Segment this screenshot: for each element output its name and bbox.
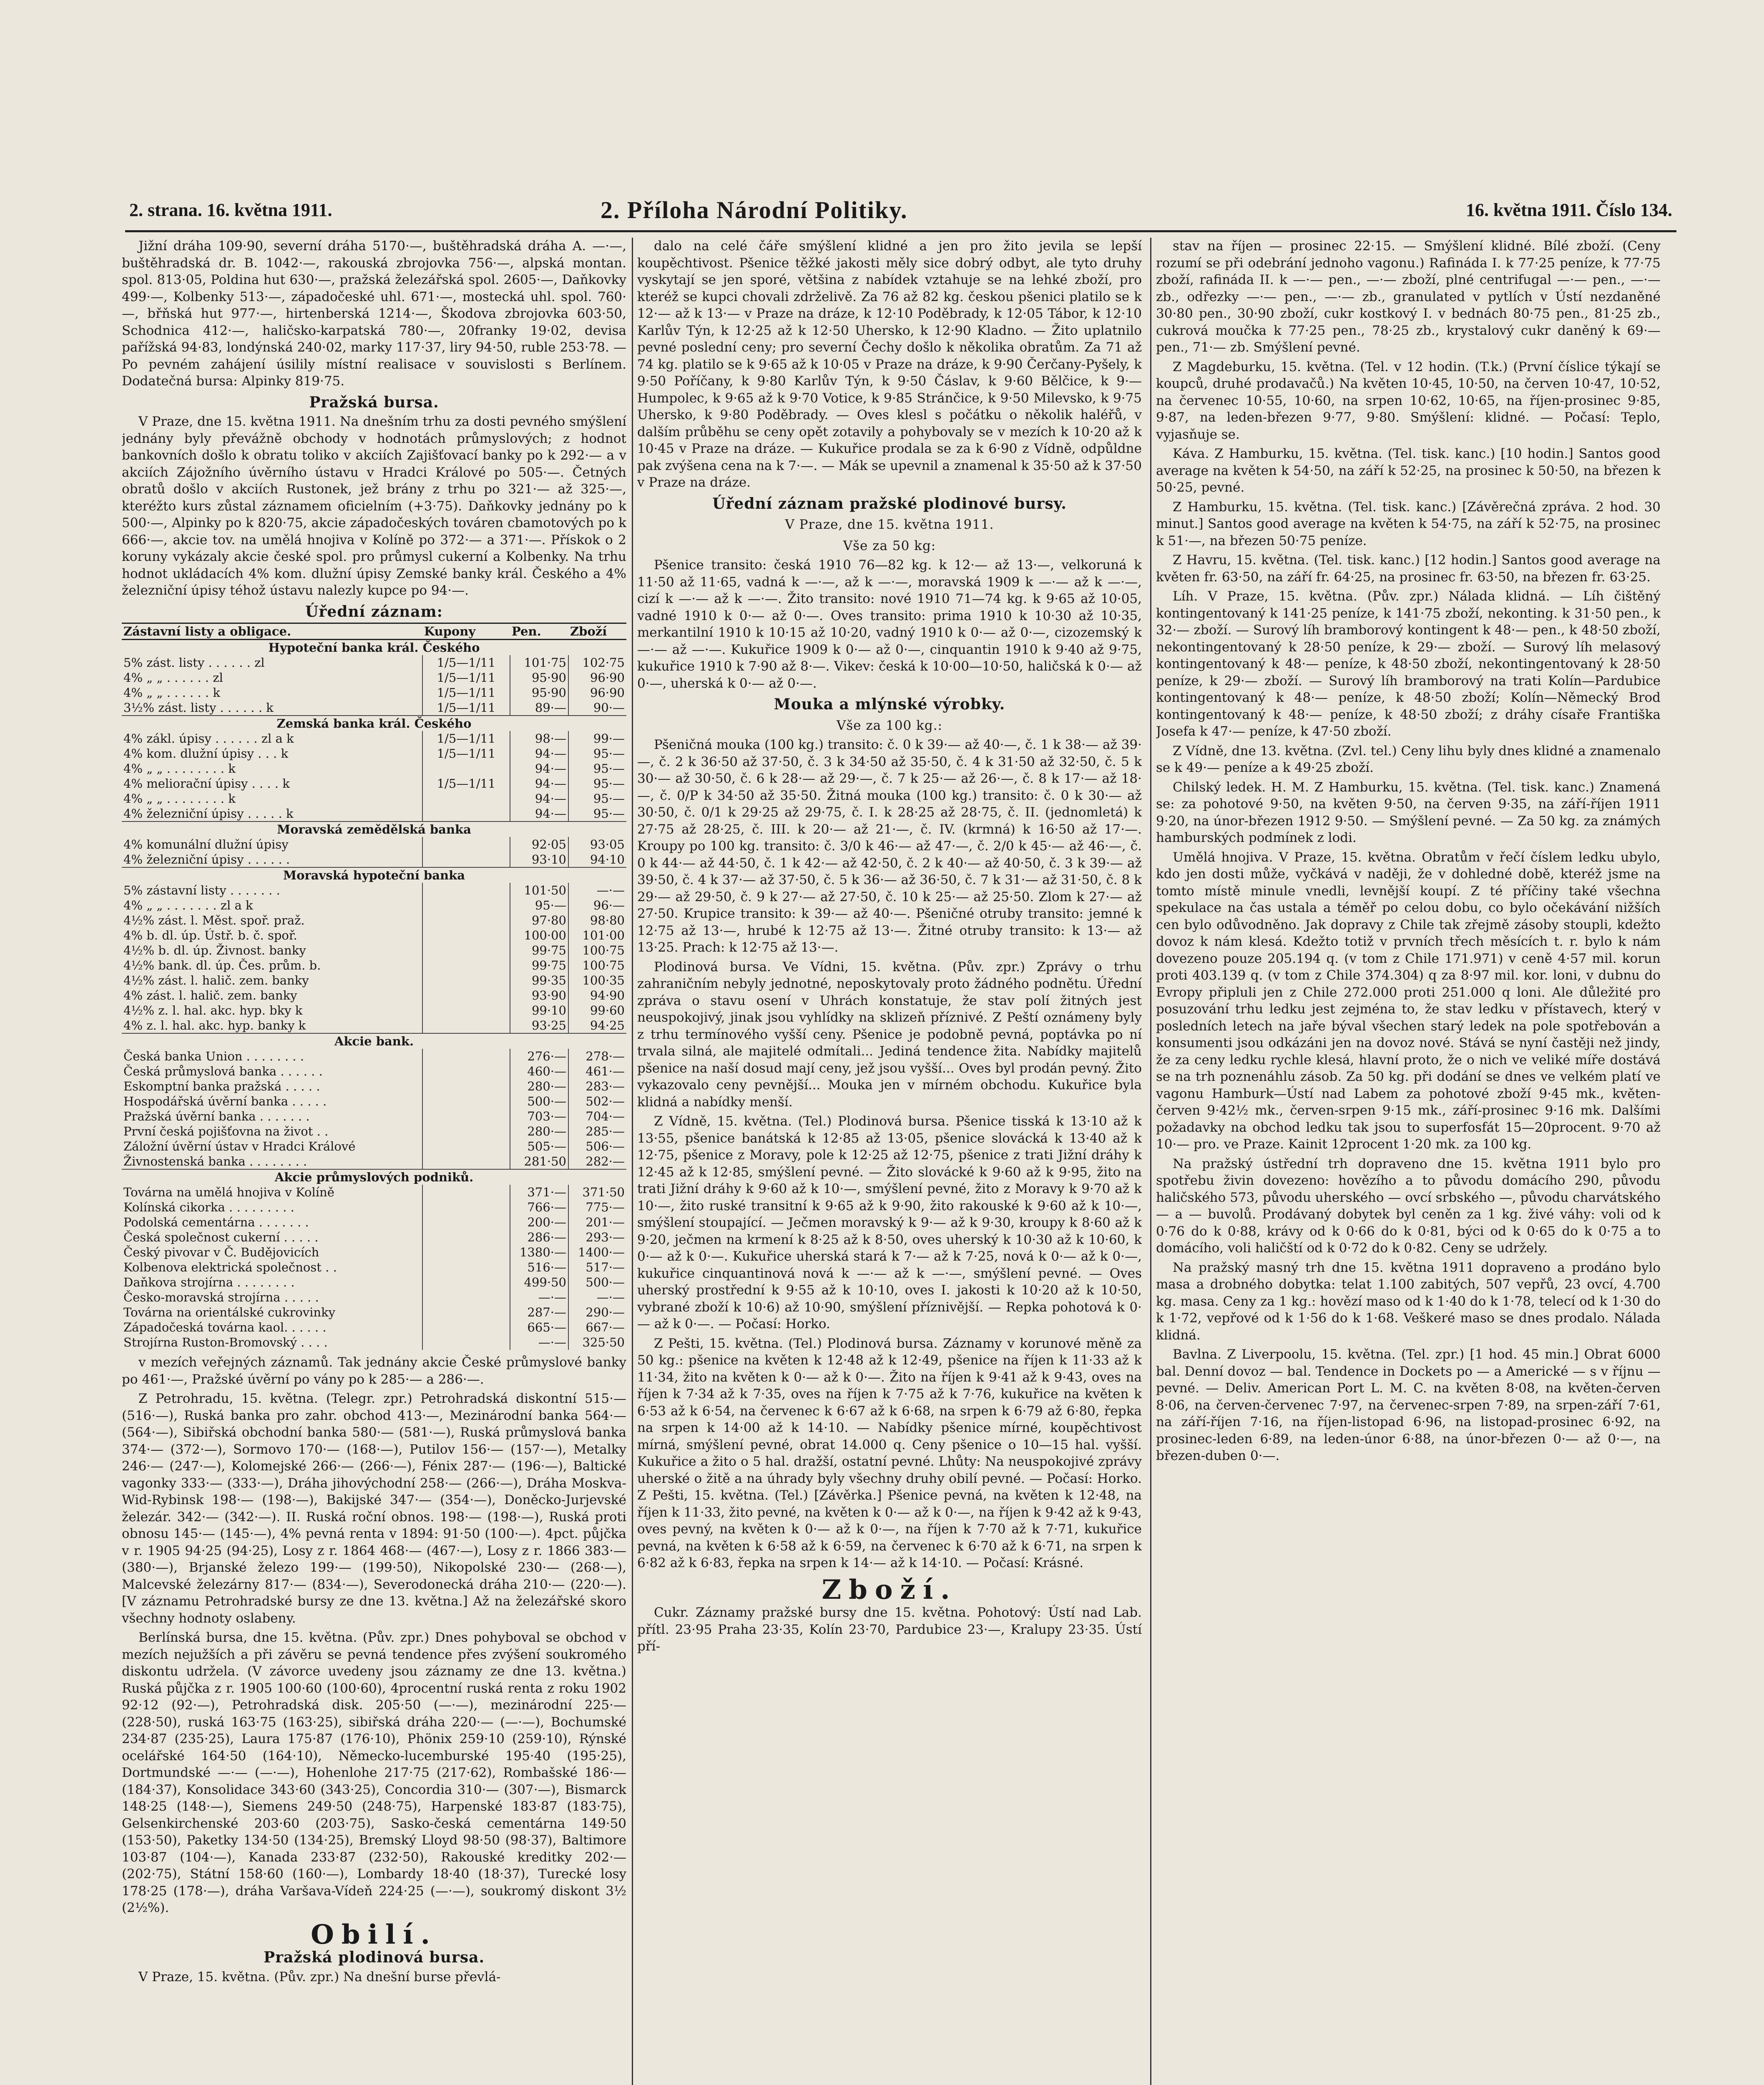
table-cell-name: 4½% b. dl. úp. Živnost. banky [122,943,422,958]
table-row [122,1290,626,1305]
table-cell-ask: 96·90 [590,686,625,700]
table-cell-ask: 96·— [593,898,625,912]
table-cell-coupon [422,973,510,988]
table-cell-coupon: 1/5—1/11 [422,776,510,791]
table-row [122,883,626,898]
table-cell-bid: 281·50 [510,1154,568,1169]
table-cell-bid: 703·— [510,1109,568,1124]
table-cell-name: Česká banka Union . . . . . . . . [122,1049,422,1064]
article-paragraph: Chilský ledek. H. M. Z Hamburku, 15. května. (Tel. tisk. kanc.) Znamená se: za pohotové 9·50, na květen 9·50, na červen 9·35, na září-říjen 1911 9·20, na únor-březen 1912 9·50. — Smýšlení pevné. — Za 50 kg. za známých hamburských podmínek z lodi. [1156,779,1661,845]
column-divider [1150,238,1151,2085]
table-cell-name: 4% z. l. hal. akc. hyp. banky k [122,1018,422,1033]
table-cell-coupon [422,1139,510,1154]
table-row [122,1335,626,1350]
table-cell-name: 4% „ „ . . . . . . zl [122,670,422,685]
table-cell-name: 4% „ „ . . . . . . . zl a k [122,898,422,913]
article-paragraph: Plodinová bursa. Ve Vídni, 15. května. (Pův. zpr.) Zprávy o trhu zahraničním nebyly jednotné, neposkytovaly proto žádného podnětu. Úřední zpráva o stavu osení v Uhrách konstatuje, že stav polí žitných jest neuspokojivý, jinak jsou vyhlídky na sklizeň příznivé. Z Peští oznámeny byly z trhu termínového vyšší ceny. Pšenice je podobně pevná, poptávka po ní trvala silná, ale majitelé odmítali... Jediná tendence žita. Nabídky majitelů pšenice na naší dosud mají ceny, jež jsou vyšší... Oves byl prodán pevný. Žito vykazovalo ceny pevnější... Mouka jen v mírném obchodu. Kukuřice byla klidná a nabídky menší. [637,959,1142,1110]
table-cell-ask: 775·— [585,1200,625,1214]
table-cell-coupon [422,837,510,852]
header-date-number: 16. května 1911. Číslo 134. [1465,200,1672,220]
table-row [122,1275,626,1290]
table-cell-ask: 95·— [593,791,625,806]
table-cell-name: 4½% zást. l. Měst. spoř. praž. [122,913,422,928]
table-cell-coupon [422,1094,510,1109]
table-cell-coupon [422,898,510,913]
column-2 [637,238,1142,2085]
table-cell-name: 4% „ „ . . . . . . . . k [122,791,422,806]
table-cell-bid: 93·90 [510,988,568,1003]
table-cell-bid: 1380·— [510,1245,568,1260]
article-paragraph: V Praze, dne 15. května 1911. Na dnešním trhu za dosti pevného smýšlení jednány byly převážně obchody v hodnotách průmyslových; z hodnot bankovních došlo k obratu toliko v akciích Zajišťovací banky po k 292·— a v akciích Zájožního úvěrního ústavu v Hradci Králové po 505·—. Četných obratů došlo v akciích Rustonek, jež brány z trhu po 321·— až 325·—, kteréžto kurs zůstal záznamem oficielním (+3·75). Daňkovky jednány po k 500·—, Alpinky po k 820·75, akcie západočeských továren cbamotových po k 666·—, akcie tov. na umělá hnojiva v Kolíně po 372·— a 371·—. Přískok o 2 koruny vykázaly akcie české spol. pro průmysl cukerní a Kolbenky. Na trhu hodnot ukládacích 4% kom. dlužní úpisy Zemské banky král. Českého a 4% železniční úpisy téhož ústavu nalezly kupce po 94·—. [122,414,626,598]
table-row [122,1139,626,1154]
article-paragraph: Pšeničná mouka (100 kg.) transito: č. 0 k 39·— až 40·—, č. 1 k 38·— až 39·—, č. 2 k 36·50 až 37·50, č. 3 k 34·50 až 35·50, č. 4 k 31·50 až 32·50, č. 5 k 30·— až 30·50, č. 6 k 28·— až 29·—, č. 7 k 25·— až 26·—, č. 8 k 17·— až 18·—, č. 0/P k 34·50 až 35·50. Žitná mouka (100 kg.) transito: č. 0 k 30·— až 30·50, č. 0/1 k 29·25 až 29·75, č. I. k 28·25 až 28·75, č. II. (jednomletá) k 27·75 až 28·25, č. III. k 20·— až 21·—, č. IV. (krmná) k 16·50 až 17·—. Kroupy po 100 kg. transito: č. 3/0 k 46·— až 47·—, č. 2/0 k 45·— až 46·—, č. 0 k 44·— až 44·50, č. 1 k 42·— až 42·50, č. 2 k 40·— až 40·50, č. 3 k 39·— až 39·50, č. 4 k 37·— až 37·50, č. 5 k 36·— až 36·50, č. 7 k 31·— až 31·50, č. 8 k 29·— až 29·50, č. 9 k 27·— až 27·50, č. 10 k 25·— až 25·50. Zlom k 27·— až 27·50. Krupice transito: k 39·— až 40·—. Pšeničné otruby transito: jemné k 12·75 až 13·—, hrubé k 12·75 až 13·—. Žitné otruby transito: k 13·— až 13·25. Prach: k 12·75 až 13·—. [637,737,1142,955]
article-paragraph: Z Magdeburku, 15. května. (Tel. v 12 hodin. (T.k.) (První číslice týkají se koupců, druhé prodavačů.) Na květen 10·45, 10·50, na červen 10·47, 10·52, na červenec 10·55, 10·60, na srpen 10·62, 10·65, na říjen-prosinec 9·85, 9·87, na leden-březen 9·77, 9·80. Smýšlení: klidné. — Počasí: Teplo, vyjasňuje se. [1156,359,1661,442]
table-row [122,1124,626,1139]
table-cell-ask: 94·25 [590,1018,625,1032]
table-cell-bid: 100·00 [510,928,568,943]
header-rule [125,230,1676,232]
table-cell-ask: 95·— [593,806,625,821]
table-cell-name: 4½% z. l. hal. akc. hyp. bky k [122,1003,422,1018]
table-row [122,837,626,852]
table-cell-name: První česká pojišťovna na život . . [122,1124,422,1139]
table-cell-coupon: 1/5—1/11 [422,685,510,700]
table-row [122,791,626,806]
table-cell-coupon [422,1154,510,1169]
article-paragraph: Jižní dráha 109·90, severní dráha 5170·—, buštěhradská dráha A. —·—, buštěhradská dr. B. 1042·—, rakouská zbrojovka 756·—, alpská montan. spol. 813·05, Poldina hut 630·—, pražská železářská spol. 2605·—, Daňkovky 499·—, Kolbenky 513·—, západočeské uhl. 671·—, mostecká uhl. spol. 760·—, břňská hut 977·—, hirtenberská 1214·—, Škodova zbrojovka 603·50, Schodnica 412·—, haličsko-karpatská 780·—, 20franky 19·02, devisa pařížská 94·83, londýnská 240·02, marky 117·37, liry 94·50, ruble 253·78. — Po pevném zahájení úsilily místní realisace v souvislosti s Berlínem. Dodatečná bursa: Alpinky 819·75. [122,239,626,389]
table-cell-bid: 94·— [510,761,568,776]
table-cell-name: Česko-moravská strojírna . . . . . [122,1290,422,1305]
article-paragraph: Z Vídně, dne 13. května. (Zvl. tel.) Ceny lihu byly dnes klidné a znamenalo se k 49·— peníze a k 49·25 zboží. [1156,743,1661,775]
table-cell-name: 4% železniční úpisy . . . . . . [122,852,422,867]
table-cell-coupon: 1/5—1/11 [422,731,510,746]
table-group-label: Zemská banka král. Českého [122,716,626,731]
table-cell-name: 4% „ „ . . . . . . . . k [122,761,422,776]
table-cell-ask: 96·90 [590,671,625,685]
table-row [122,1200,626,1215]
section-title-obili: Obilí. [311,1919,437,1950]
table-cell-coupon [422,806,510,821]
table-cell-name: Podolská cementárna . . . . . . . [122,1215,422,1230]
table-cell-ask: 282·— [585,1154,625,1168]
table-row [122,898,626,913]
table-row [122,1260,626,1275]
table-cell-bid: 94·— [510,791,568,806]
section-subheading: Vše za 50 kg: [843,538,936,553]
table-cell-ask: 100·35 [582,973,625,987]
column-3 [1156,238,1661,2085]
table-row [122,1215,626,1230]
table-cell-name: Kolbenova elektrická společnost . . [122,1260,422,1275]
table-cell-bid: 287·— [510,1305,568,1320]
table-cell-coupon [422,1124,510,1139]
table-row [122,1079,626,1094]
table-cell-coupon [422,852,510,867]
table-cell-ask: 371·50 [582,1185,625,1199]
table-cell-name: 4% železniční úpisy . . . . . k [122,806,422,821]
table-cell-name: Živnostenská banka . . . . . . . . [122,1154,422,1169]
table-row [122,1305,626,1320]
table-cell-coupon [422,943,510,958]
table-cell-coupon [422,1290,510,1305]
table-cell-ask: 293·— [585,1230,625,1244]
table-cell-coupon [422,1230,510,1245]
section-subheading: Vše za 100 kg.: [836,718,943,733]
table-cell-name: Český pivovar v Č. Budějovicích [122,1245,422,1260]
table-cell-bid: —·— [510,1335,568,1350]
page-header [129,196,1672,231]
table-row [122,1049,626,1064]
table-cell-coupon [422,958,510,973]
table-cell-bid: 200·— [510,1215,568,1230]
table-cell-coupon: 1/5—1/11 [422,746,510,761]
table-cell-bid: 94·— [510,806,568,821]
table-cell-ask: 278·— [585,1049,625,1063]
table-cell-name: 5% zástavní listy . . . . . . . [122,883,422,898]
table-cell-name: 5% zást. listy . . . . . . zl [122,655,422,670]
table-cell-ask: 100·75 [582,943,625,957]
table-cell-ask: 667·— [585,1320,625,1334]
table-cell-ask: 95·— [593,761,625,776]
table-cell-name: 4% meliorační úpisy . . . . k [122,776,422,791]
article-paragraph: Z Vídně, 15. května. (Tel.) Plodinová bursa. Pšenice tisská k 13·10 až k 13·55, pšenice banátská k 12·85 až 13·05, pšenice slovácká k 13·40 až k 12·75, pšenice z Moravy, pole k 12·25 až 12·75, pšenice z trati Jižní dráhy k 12·45 až k 12·85, smýšlení pevné. — Žito slovácké k 9·60 až k 9·95, žito na trati Jižní dráhy k 9·60 až k 10·—, smýšlení pevné, žito z Moravy k 9·70 až k 10·—, žito ruské transitní k 9·65 až k 9·90, žito rakouské k 9·60 až k 10·—, smýšlení stoupající. — Ječmen moravský k 9·— až k 9·30, kroupy k 8·60 až k 9·20, ječmen na krmení k 8·25 až k 8·50, oves uherský k 10·30 až k 10·60, k 0·— až k 0·—. Kukuřice uherská stará k 7·— až k 7·25, nová k 0·— až k 0·—, kukuřice cinquantinová nová k —·— až k —·—, smýšlení pevné. — Oves uherský prostřední k 9·55 až k 10·10, oves I. jakosti k 10·20 až k 10·50, vybrané zboží k 10·6) až 10·90, smýšlení příznivější. — Repka pohotová k 0·— až k 0·—. — Počasí: Horko. [637,1114,1142,1331]
table-row [122,685,626,700]
table-cell-coupon [422,1305,510,1320]
table-group-label: Akcie průmyslových podniků. [122,1169,626,1185]
article-paragraph: Umělá hnojiva. V Praze, 15. května. Obratům v řečí číslem ledku ubylo, kdo jen dosti může, vyčkává v naději, že v dohledné době, kteréž jsme na tomto místě minule vnedli, levnější koupí. Z té příčiny také všechna spekulace na čas ustala a téměř po celou dobu, co bylo očekávání nižších cen bylo odůvodněno. Jak dopravy z Chile tak zřejmě zásoby stoupli, kdežto dovoz k nám klesá. Kdežto totiž v prvních třech měsících t. r. bylo k nám dovezeno pouze 205.194 q. (v tom z Chile 171.971) v ceně 4·57 mil. korun proti 403.139 q. (v tom z Chile 374.304) q za 8·97 mil. kor. loni, v dubnu do Evropy připluli jen z Chile 272.000 proti 251.000 q loni. Ale důležité pro posuzování trhu ledku jest zejména to, že stav ledku v přístavech, který v posledních letech na jaře býval všechen starý ledek na pole spotřebován a konsumenti jsou odkázáni jen na dovoz nové. Stává se nyní častěji než jindy, že za ceny ledku rychle klesá, hlavní proto, že o nich ve veliké míře dostává se na trh poznenáhlu zásob. Za 50 kg. při dodání se dnes ve velkém platí ve vagonu Hamburk—Ústí nad Labem za pohotové zboží 9·45 mk., květen-červen 9·42½ mk., červen-srpen 9·15 mk., září-prosinec 9·16 mk. Dalšími požadavky na obchod ledku tak jsou to superfosfát 15—20procent. 9·70 až 10·— pro. ve Praze. Kainit 12procent 1·20 mk. za 100 kg. [1156,849,1661,1152]
table-row [122,988,626,1003]
table-row [122,731,626,746]
table-row [122,700,626,716]
table-cell-ask: 99·60 [590,1003,625,1017]
table-cell-bid: 280·— [510,1124,568,1139]
table-cell-bid: 276·— [510,1049,568,1064]
table-cell-ask: 290·— [585,1305,625,1319]
table-row [122,1245,626,1260]
table-row [122,655,626,670]
table-cell-bid: 99·75 [510,958,568,973]
table-cell-coupon [422,1200,510,1215]
table-cell-bid: 460·— [510,1064,568,1079]
table-row [122,806,626,821]
table-cell-ask: —·— [596,883,625,897]
table-row [122,1154,626,1169]
table-group-label: Moravská zemědělská banka [122,821,626,837]
table-cell-coupon [422,928,510,943]
quotes-table-body [122,640,626,1350]
article-paragraph: dalo na celé čáře smýšlení klidné a jen pro žito jevila se lepší koupěchtivost. Pšenice těžké jakosti měly sice dobrý odbyt, ale tyto druhy vyskytají se jen sporé, většina z nabídek vztahuje se na lehké zboží, pro kteréž se kupci chovali zdrželivě. Za 76 až 82 kg. českou pšenici platilo se k 12·— až k 13·— v Praze na dráze, k 12·10 Poděbrady, k 12·05 Tábor, k 12·10 Karlův Týn, k 12·25 až k 12·50 Uhersko, k 12·90 Kladno. — Žito uplatnilo pevné poslední ceny; pro severní Čechy došlo k několika obratům. Za 71 až 74 kg. platilo se k 9·65 až k 10·05 v Praze na dráze, k 9·90 Čerčany-Pyšely, k 9·50 Poříčany, k 9·80 Karlův Týn, k 9·50 Čáslav, k 9·60 Bělčice, k 9·— Humpolec, k 9·65 až k 9·70 Votice, k 9·85 Stránčice, k 9·50 Milevsko, k 9·75 Uhersko, k 9·80 Poděbrady. — Oves klesl s počátku o několik haléřů, v dalším průběhu se ceny opět zotavily a pohybovaly se v mezích k 10·20 až k 10·45 v Praze na dráze. — Kukuřice prodala se za k 6·90 z Vídně, odpůldne pak zvýšena cena na k 7·—. — Mák se upevnil a znamenal k 35·50 až k 37·50 v Praze na dráze. [637,239,1142,490]
article-paragraph: V Praze, 15. května. (Pův. zpr.) Na dnešní burse převlá- [138,1969,501,1985]
table-row [122,973,626,988]
column-divider [632,238,633,2085]
table-cell-ask: 94·90 [590,988,625,1002]
article-paragraph: Na pražský masný trh dne 15. května 1911 dopraveno a prodáno bylo masa a drobného dobytka: telat 1.100 zabitých, 507 vepřů, 23 ovcí, 4.700 kg. masa. Ceny za 1 kg.: hovězí maso od k 1·40 do k 1·78, telecí od k 1·30 do k 1·72, vepřové od k 1·56 do k 1·68. Veškeré maso se dnes prodalo. Nálada klidná. [1156,1260,1661,1343]
table-cell-bid: 98·— [510,731,568,746]
table-cell-coupon [422,1185,510,1200]
table-row [122,943,626,958]
table-cell-bid: 101·75 [510,655,568,670]
table-cell-coupon [422,1003,510,1018]
table-cell-bid: 500·— [510,1094,568,1109]
table-cell-bid: 99·10 [510,1003,568,1018]
table-cell-ask: 461·— [585,1064,625,1078]
table-cell-ask: 101·00 [582,928,625,942]
table-cell-name: Strojírna Ruston-Bromovský . . . . [122,1335,422,1350]
table-row [122,1018,626,1033]
table-cell-coupon [422,1335,510,1350]
table-cell-name: 4% komunální dlužní úpisy [122,837,422,852]
table-cell-name: Hospodářská úvěrní banka . . . . . [122,1094,422,1109]
table-cell-bid: 92·05 [510,837,568,852]
table-cell-ask: 506·— [585,1139,625,1153]
header-page-date: 2. strana. 16. května 1911. [129,200,332,220]
table-cell-name: 4% „ „ . . . . . . k [122,685,422,700]
table-cell-ask: 201·— [585,1215,625,1229]
table-cell-coupon [422,1260,510,1275]
table-cell-name: Česká společnost cukerní . . . . . [122,1230,422,1245]
table-header: Kupony [422,623,510,640]
article-paragraph: stav na říjen — prosinec 22·15. — Smýšlení klidné. Bílé zboží. (Ceny rozumí se při odebrání jednoho vagonu.) Rafináda I. k 77·25 peníze, k 77·75 zboží, rafináda II. k —·— pen., —·— zboží, plné centrifugal —·— pen., —·— zb., odřezky —·— pen., —·— zb., granulated v pytlích v Ústí nezdaněné 30·80 pen., 30·90 zboží, cukr kostkový I. v bednách 80·75 pen., 81·25 zb., cukrová moučka k 77·25 pen., 78·25 zb., krystalový cukr daněný k 69·— pen., 71·— zb. Smýšlení pevné. [1156,239,1661,355]
table-cell-ask: 285·— [585,1124,625,1138]
table-cell-ask: —·— [596,1290,625,1304]
article-paragraph: Z Hamburku, 15. května. (Tel. tisk. kanc.) [Závěrečná zpráva. 2 hod. 30 minut.] Santos good average na květen k 54·75, na září k 52·75, na prosinec k 51·—, na březen 50·75 peníze. [1156,499,1661,548]
table-cell-bid: 286·— [510,1230,568,1245]
table-cell-coupon: 1/5—1/11 [422,655,510,670]
section-heading: Úřední záznam pražské plodinové bursy. [712,495,1067,512]
table-cell-coupon [422,1245,510,1260]
table-row [122,1185,626,1200]
table-cell-name: Eskomptní banka pražská . . . . . [122,1079,422,1094]
table-row [122,1230,626,1245]
article-paragraph: Berlínská bursa, dne 15. května. (Pův. zpr.) Dnes pohyboval se obchod v mezích nejužších a při závěru se pevná tendence přes zvýšení soukromého diskontu udržela. (V závorce uvedeny jsou záznamy ze dne 13. května.) Ruská půjčka z r. 1905 100·60 (100·60), 4procentní ruská renta z roku 1902 92·12 (92·—), Petrohradská disk. 205·50 (—·—), mezinárodní 225·— (228·50), ruská 163·75 (163·25), sibiřská dráha 220·— (—·—), Bochumské 234·87 (235·25), Laura 175·87 (176·10), Phönix 259·10 (259·10), Rýnské ocelářské 164·50 (164·10), Německo-lucemburské 195·40 (195·25), Dortmundské —·— (—·—), Hohenlohe 217·75 (217·62), Rombašské 186·— (184·37), Konsolidace 343·60 (343·25), Concordia 310·— (307·—), Bismarck 148·25 (148·—), Siemens 249·50 (248·75), Harpenské 183·87 (183·75), Gelsenkirchenské 203·60 (203·75), Sasko-česká cementárna 149·50 (153·50), Paketky 134·50 (134·25), Bremský Lloyd 98·50 (98·37), Baltimore 103·87 (104·—), Kanada 233·87 (232·50), Rakouské kreditky 202·— (202·75), Státní 158·60 (160·—), Lombardy 18·40 (18·37), Turecké losy 178·25 (178·—), dráha Varšava-Vídeň 224·25 (—·—), soukromý diskont 3½ (2½%). [122,1630,626,1915]
table-cell-ask: 100·75 [582,958,625,972]
article-paragraph: Bavlna. Z Liverpoolu, 15. května. (Tel. zpr.) [1 hod. 45 min.] Obrat 6000 bal. Denní dovoz — bal. Tendence in Dockets po — a Americké — s v říjnu — pevné. — Deliv. American Port L. M. C. na květen 8·08, na květen-červen 8·06, na červen-červenec 7·97, na červenec-srpen 7·89, na srpen-září 7·61, na září-říjen 7·16, na říjen-listopad 6·96, na listopad-prosinec 6·92, na prosinec-leden 6·89, na leden-únor 6·88, na únor-březen 0·— až 0·—, na březen-duben 0·—. [1156,1347,1661,1463]
table-cell-bid: 89·— [510,700,568,716]
table-row [122,958,626,973]
table-cell-name: Západočeská továrna kaol. . . . . . [122,1320,422,1335]
table-header: Pen. [510,623,568,640]
table-cell-bid: 94·— [510,776,568,791]
table-group-label: Hypoteční banka král. Českého [122,640,626,656]
table-cell-bid: 499·50 [510,1275,568,1290]
table-cell-coupon [422,883,510,898]
table-cell-bid: 280·— [510,1079,568,1094]
table-row [122,1033,626,1049]
table-cell-name: Kolínská cikorka . . . . . . . . . [122,1200,422,1215]
table-cell-bid: 665·— [510,1320,568,1335]
table-cell-name: Česká průmyslová banka . . . . . . [122,1064,422,1079]
table-cell-ask: 325·50 [582,1335,625,1349]
table-cell-ask: 502·— [585,1094,625,1108]
table-cell-coupon [422,1018,510,1033]
table-row [122,928,626,943]
table-cell-coupon [422,761,510,776]
table-row [122,913,626,928]
table-cell-ask: 95·— [593,776,625,791]
header-title: 2. Příloha Národní Politiky. [601,196,908,224]
table-cell-name: 4% zást. l. halič. zem. banky [122,988,422,1003]
table-cell-coupon: 1/5—1/11 [422,670,510,685]
article-paragraph: Z Havru, 15. května. (Tel. tisk. kanc.) [12 hodin.] Santos good average na květen fr. 63·50, na září fr. 64·25, na prosinec fr. 63·50, na březen fr. 63·25. [1156,553,1661,585]
section-heading: Pražská plodinová bursa. [264,1949,485,1966]
table-cell-name: Továrna na umělá hnojiva v Kolíně [122,1185,422,1200]
table-cell-bid: 97·80 [510,913,568,928]
table-cell-coupon [422,791,510,806]
table-cell-bid: 99·75 [510,943,568,958]
section-title-zbozi: Zboží. [822,1574,957,1605]
table-cell-name: Daňkova strojírna . . . . . . . . [122,1275,422,1290]
table-cell-bid: 93·10 [510,852,568,867]
table-row [122,716,626,731]
table-cell-bid: 516·— [510,1260,568,1275]
table-cell-name: Továrna na orientálské cukrovinky [122,1305,422,1320]
table-group-label: Moravská hypoteční banka [122,867,626,883]
table-row [122,1109,626,1124]
table-cell-name: 4% kom. dlužní úpisy . . . k [122,746,422,761]
table-row [122,821,626,837]
table-cell-name: 4½% zást. l. halič. zem. banky [122,973,422,988]
table-cell-ask: 94·10 [590,852,625,867]
table-cell-ask: 93·05 [590,837,625,852]
article-paragraph: Káva. Z Hamburku, 15. května. (Tel. tisk. kanc.) [10 hodin.] Santos good average na květen k 54·50, na září k 52·25, na prosinec k 50·50, na březen k 50·25, pevné. [1156,446,1661,495]
table-cell-bid: —·— [510,1290,568,1305]
table-row [122,1064,626,1079]
table-cell-bid: 95·— [510,898,568,913]
table-cell-name: Záložní úvěrní ústav v Hradci Králové [122,1139,422,1154]
table-cell-ask: 102·75 [582,656,625,670]
table-cell-coupon [422,1079,510,1094]
section-subheading: V Praze, dne 15. května 1911. [785,517,994,532]
table-cell-coupon [422,1049,510,1064]
table-row [122,776,626,791]
table-row [122,1320,626,1335]
table-cell-coupon [422,913,510,928]
table-cell-ask: 1400·— [578,1245,625,1259]
table-row [122,761,626,776]
table-cell-ask: 283·— [585,1079,625,1093]
column-1 [122,238,626,2085]
article-paragraph: Cukr. Záznamy pražské bursy dne 15. května. Pohotový: Ústí nad Lab. přítl. 23·95 Praha 23·35, Kolín 23·70, Pardubice 23·—, Kralupy 23·35. Ústí pří- [637,1605,1142,1654]
table-cell-coupon [422,988,510,1003]
table-cell-coupon [422,1109,510,1124]
section-heading: Mouka a mlýnské výrobky. [774,696,1005,713]
table-cell-ask: 95·— [593,746,625,761]
table-cell-ask: 500·— [585,1275,625,1289]
table-row [122,852,626,867]
quotes-table [122,623,626,1350]
table-cell-bid: 94·— [510,746,568,761]
table-cell-bid: 371·— [510,1185,568,1200]
table-row [122,1003,626,1018]
table-row [122,670,626,685]
table-cell-ask: 704·— [585,1109,625,1123]
table-group-label: Akcie bank. [122,1033,626,1049]
table-cell-coupon [422,1064,510,1079]
section-heading: Pražská bursa. [309,393,439,411]
table-cell-name: Pražská úvěrní banka . . . . . . . [122,1109,422,1124]
table-cell-bid: 95·90 [510,685,568,700]
table-cell-ask: 99·— [593,731,625,746]
table-cell-ask: 98·80 [590,913,625,927]
table-cell-bid: 766·— [510,1200,568,1215]
table-cell-bid: 101·50 [510,883,568,898]
table-cell-name: 4% b. dl. úp. Ústř. b. č. spoř. [122,928,422,943]
table-cell-coupon [422,1215,510,1230]
table-cell-bid: 99·35 [510,973,568,988]
table-cell-coupon [422,1320,510,1335]
table-row [122,746,626,761]
article-paragraph: Pšenice transito: česká 1910 76—82 kg. k 12·— až 13·—, velkoruná k 11·50 až 11·65, vadná k —·—, až k —·—, moravská 1909 k —·— až k —·—, cizí k —·— až k —·—. Žito transito: nové 1910 71—74 kg. k 9·65 až 10·05, vadné 1910 k 0·— až 0·—. Oves transito: prima 1910 k 10·30 až 10·35, merkantilní 1910 k 10·15 až 10·20, vadný 1910 k 0·— až 0·—, cizozemský k —·— až —·—. Kukuřice 1909 k 0·— až 0·—, cinquantin 1910 k 9·40 až 9·75, kukuřice 1910 k 7·90 až 8·—. Vikev: česká k 10·00—10·50, haličská k 0·— až 0·—, uherská k 0·— až 0·—. [637,558,1142,691]
table-cell-ask: 90·— [593,701,625,715]
table-cell-name: 4½% bank. dl. úp. Čes. prům. b. [122,958,422,973]
table-row [122,1094,626,1109]
table-row [122,867,626,883]
table-cell-ask: 517·— [585,1260,625,1274]
table-cell-coupon [422,1275,510,1290]
table-row [122,640,626,656]
table-row [122,1169,626,1185]
article-paragraph: Z Petrohradu, 15. května. (Telegr. zpr.) Petrohradská diskontní 515·— (516·—), Ruská banka pro zahr. obchod 413·—, Mezinárodní banka 564·— (564·—), Sibiřská obchodní banka 580·— (581·—), Ruská průmyslová banka 374·— (372·—), Sormovo 170·— (168·—), Putilov 156·— (157·—), Metalky 246·— (247·—), Kolomejské 266·— (266·—), Fénix 287·— (196·—), Baltické vagonky 333·— (333·—), Dráha jihovýchodní 258·— (266·—), Dráha Moskva-Wid-Rybinsk 198·— (198·—), Bakijské 347·— (354·—), Doněcko-Jurjevské železár. 342·— (342·—). II. Ruská roční obnos. 198·— (198·—), Ruská proti obnosu 145·— (145·—), 4% pevná renta v 1894: 91·50 (100·—). 4pct. půjčka v r. 1905 94·25 (94·25), Losy z r. 1864 468·— (467·—), Losy z r. 1866 383·— (380·—), Brjanské železo 199·— (199·50), Nikopolské 230·— (268·—), Malcevské železárny 817·— (834·—), Severodonecká dráha 210·— (220·—). [V záznamu Petrohradské bursy ze dne 13. května.] Až na železářské skoro všechny hodnoty oslabeny. [122,1391,626,1626]
table-cell-coupon: 1/5—1/11 [422,700,510,716]
table-header: Zástavní listy a obligace. [122,623,422,640]
section-heading: Úřední záznam: [305,603,443,620]
article-paragraph: v mezích veřejných záznamů. Tak jednány akcie České průmyslové banky po 461·—, Pražské úvěrní po vány po k 285·— a 286·—. [122,1355,626,1387]
table-cell-bid: 93·25 [510,1018,568,1033]
article-paragraph: Z Pešti, 15. května. (Tel.) Plodinová bursa. Záznamy v korunové měně za 50 kg.: pšenice na květen k 12·48 až k 12·49, pšenice na říjen k 11·33 až k 11·34, žito na květen k 0·— až k 0·—. Žito na říjen k 9·41 až k 9·43, oves na říjen k 7·34 až k 7·35, oves na říjen k 7·75 až k 7·76, kukuřice na květen k 6·53 až k 6·54, na červenec k 6·67 až k 6·68, na srpen k 6·79 až 6·80, řepka na srpen k 14·00 až k 14·10. — Nabídky pšenice mírné, koupěchtivost mírná, smýšlení pevné, obrat 14.000 q. Ceny pšenice o 10—15 hal. vyšší. Kukuřice a žito o 5 hal. dražší, ostatní pevné. Lhůty: Na neuspokojivé zprávy uherské o žitě a na úhrady byly všechny druhy obilí pevné. — Počasí: Horko. Z Pešti, 15. května. (Tel.) [Závěrka.] Pšenice pevná, na květen k 12·48, na říjen k 11·33, žito pevné, na květen k 0·— až k 0·—, na říjen k 9·42 až k 9·43, oves pevný, na květen k 0·— až k 0·—, na říjen k 7·70 až k 7·71, kukuřice pevná, na květen k 6·58 až k 6·59, na červenec k 6·70 až k 6·71, na srpen k 6·82 až k 6·83, řepka na srpen k 14·— až k 14·10. — Počasí: Krásné. [637,1336,1142,1570]
table-cell-name: 3½% zást. listy . . . . . . k [122,700,422,716]
table-cell-bid: 505·— [510,1139,568,1154]
article-paragraph: Na pražský ústřední trh dopraveno dne 15. května 1911 bylo pro spotřebu živin dovezeno: hovězího a to původu domácího 290, původu haličského 573, původu uherského — ovcí srbského —, původu charvátského — a — buvolů. Prodávaný dobytek byl ceněn za 1 kg. živé váhy: voli od k 0·76 do k 0·88, krávy od k 0·66 do k 0·81, býci od k 0·65 do k 0·75 a to domácího, voli haličští od k 0·72 do k 0·82. Ceny se udržely. [1156,1156,1661,1256]
table-cell-bid: 95·90 [510,670,568,685]
article-paragraph: Líh. V Praze, 15. května. (Pův. zpr.) Nálada klidná. — Líh čištěný kontingentovaný k 141·25 peníze, k 141·75 zboží, nekonting. k 31·50 pen., k 32·— zboží. — Surový líh bramborový kontingent k 48·— pen., k 48·50 zboží, nekontingentovaný k 28·50 peníze, k 29·— zboží. — Surový líh melasový kontingentovaný k 48·— peníze, k 48·50 zboží, nekontingentovaný k 28·50 peníze, k 29·— zboží. — Surový líh bramborový na trati Kolín—Pardubice kontingentovaný k 48·— peníze, k 48·50 zboží; Kolín—Německý Brod kontingentovaný k 48·— peníze, k 48·50 zboží; z dráhy císaře Františka Josefa k 47·— peníze, k 47·50 zboží. [1156,589,1661,739]
table-header: Zboží [568,623,626,640]
table-cell-name: 4% zákl. úpisy . . . . . . zl a k [122,731,422,746]
